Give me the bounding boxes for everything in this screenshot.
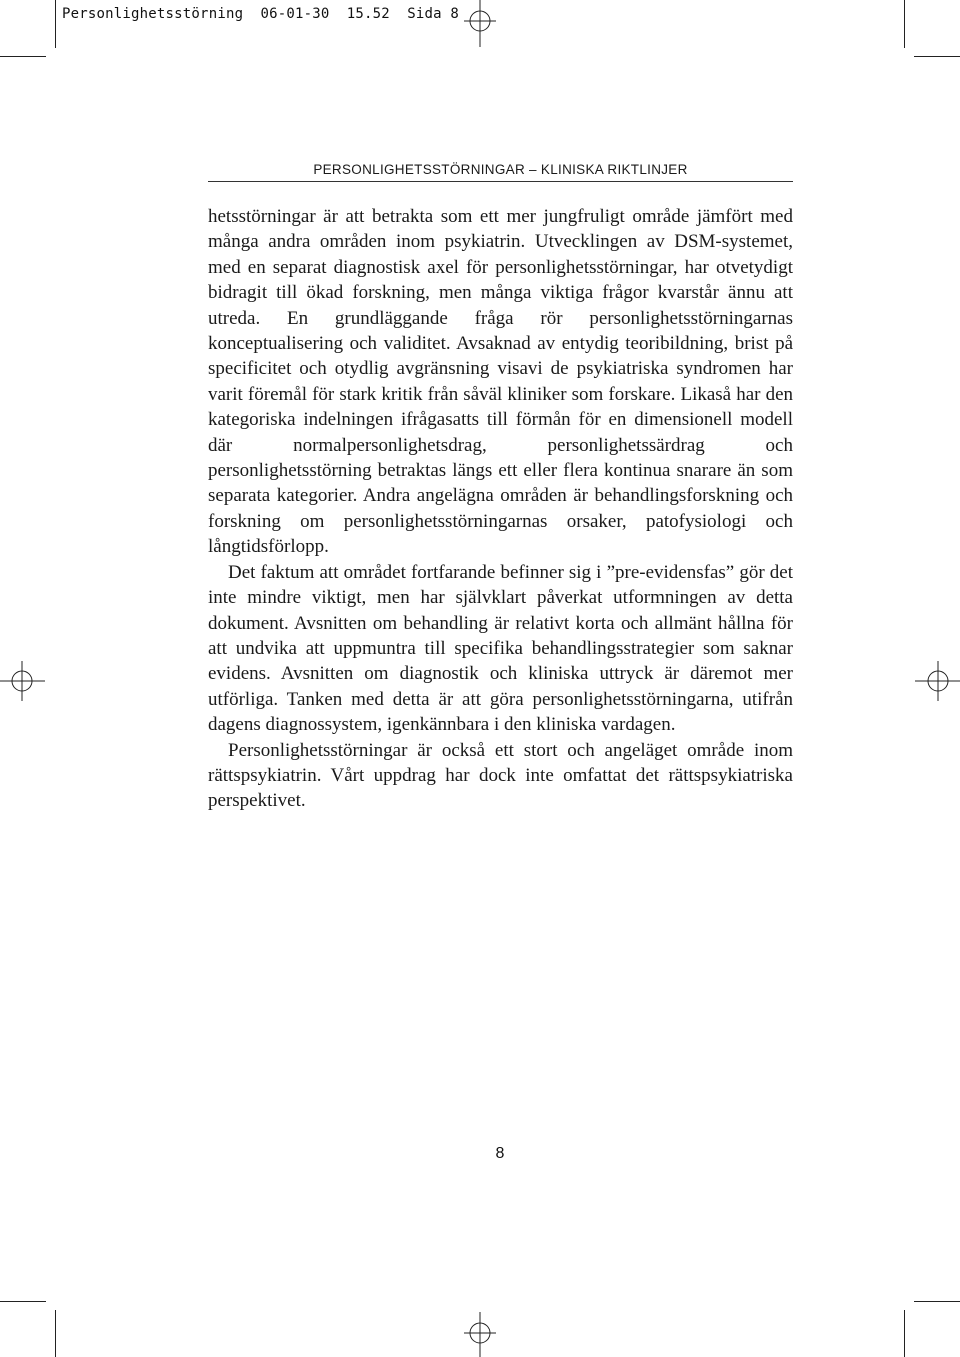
crop-mark-bottom-right-horizontal	[914, 1301, 960, 1302]
registration-mark-left	[0, 659, 46, 703]
crop-mark-bottom-left-vertical	[55, 1310, 56, 1357]
registration-mark-top	[462, 0, 498, 48]
page-number: 8	[495, 1145, 505, 1162]
registration-mark-bottom	[462, 1311, 498, 1357]
slug-date: 06-01-30	[260, 6, 330, 22]
running-header: PERSONLIGHETSSTÖRNINGAR – KLINISKA RIKTLINJER	[313, 162, 688, 177]
crop-mark-bottom-left-horizontal	[0, 1301, 46, 1302]
slug-page-label: Sida 8	[407, 6, 459, 22]
paragraph-2: Det faktum att området fortfarande befinner sig i ”pre-evidensfas” gör det inte mindre viktigt, men har självklart påverkat utformningen av detta dokument. Avsnitten om behandling är relativt korta och allmänt hållna för att undvika att uppmuntra till specifika behandlingsstrategier som saknar evidens. Avsnitten om diagnostik och kliniska uttryck är däremot mer utförliga. Tanken med detta är att göra personlighetsstörningarna, utifrån dagens diagnossystem, igenkännbara i den kliniska vardagen.	[208, 561, 793, 736]
crop-mark-top-right-vertical	[904, 0, 905, 48]
crop-mark-bottom-right-vertical	[904, 1310, 905, 1357]
crop-mark-top-left-vertical	[55, 0, 56, 48]
paragraph-1: hetsstörningar är att betrakta som ett mer jungfruligt område jämfört med många andra områden inom psykiatrin. Utvecklingen av DSM-systemet, med en separat diagnostisk axel för personlighetsstörningar, har otvetydigt bidragit till ökad forskning, men många viktiga frågor kvarstår ännu att utreda. En grundläggande fråga rör personlighetsstörningarnas konceptualisering och validitet. Avsaknad av entydig teoribildning, brist på specificitet och otydlig avgränsning visavi de psykiatriska syndromen har varit föremål för stark kritik från såväl kliniker som forskare. Likaså har den kategoriska indelningen ifrågasatts till förmån för en dimensionell modell där normalpersonlighetsdrag, personlighetssärdrag och personlighetsstörning betraktas längs ett eller flera kontinua snarare än som separata kategorier. Andra angelägna områden är behandlingsforskning och forskning om personlighetsstörningarnas orsaker, patofysiologi och långtidsförlopp.	[208, 206, 793, 558]
registration-mark-right	[914, 659, 960, 703]
slug-filename: Personlighetsstörning	[62, 6, 244, 22]
printer-slug	[62, 6, 459, 22]
crop-mark-top-left-horizontal	[0, 56, 46, 57]
header-rule	[208, 181, 793, 182]
crop-mark-top-right-horizontal	[914, 56, 960, 57]
paragraph-3: Personlighetsstörningar är också ett stort och angeläget område inom rättspsykiatrin. Vårt uppdrag har dock inte omfattat det rättspsykiatriska perspektivet.	[208, 739, 793, 812]
slug-time: 15.52	[346, 6, 390, 22]
body-text	[208, 204, 793, 814]
